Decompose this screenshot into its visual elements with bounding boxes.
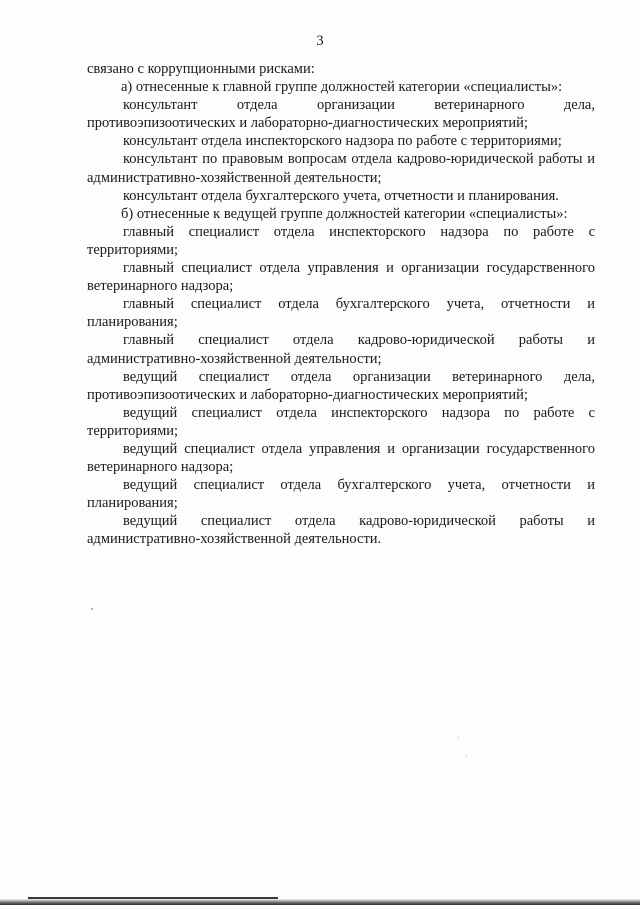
paragraph-group-b-heading: б) отнесенные к ведущей группе должностей категории «специалисты»: [121, 205, 568, 222]
paragraph-group-a-heading: а) отнесенные к главной группе должностей категории «специалисты»: [121, 79, 563, 96]
paragraph-item: главный специалист отдела бухгалтерского учета, отчетности и планирования; [87, 296, 595, 331]
paragraph-item: ведущий специалист отдела инспекторского надзора по работе с территориями; [87, 404, 595, 439]
paragraph-item: главный специалист отдела инспекторского надзора по работе с территориями; [87, 223, 595, 258]
paragraph-item: консультант отдела инспекторского надзора по работе с территориями; [123, 133, 562, 150]
paragraph-item: ведущий специалист отдела кадрово-юридической работы и административно-хозяйственной деятельности. [87, 513, 595, 548]
paragraph-item: главный специалист отдела управления и организации государственного ветеринарного надзора; [87, 260, 595, 295]
paragraph-item: консультант по правовым вопросам отдела кадрово-юридической работы и административно-хозяйственной деятельности; [87, 151, 595, 186]
paragraph-intro: связано с коррупционными рисками: [87, 61, 315, 77]
paragraph-item: ведущий специалист отдела бухгалтерского учета, отчетности и планирования; [87, 477, 595, 512]
scan-speck [91, 608, 93, 610]
scan-speck [466, 756, 467, 757]
paragraph-item: консультант отдела бухгалтерского учета, отчетности и планирования. [123, 187, 559, 204]
paragraph-item: ведущий специалист отдела управления и организации государственного ветеринарного надзора; [87, 440, 595, 476]
document-body [87, 60, 595, 549]
page-number: 3 [316, 33, 324, 49]
scan-bottom-border [0, 899, 640, 905]
paragraph-item: главный специалист отдела кадрово-юридической работы и административно-хозяйственной деятельности; [87, 332, 595, 367]
scan-speck [458, 737, 459, 738]
paragraph-item: консультант отдела организации ветеринарного дела, противоэпизоотических и лабораторно-диагностических мероприятий; [87, 97, 595, 132]
paragraph-item: ведущий специалист отдела организации ветеринарного дела, противоэпизоотических и лабораторно-диагностических мероприятий; [87, 368, 595, 403]
